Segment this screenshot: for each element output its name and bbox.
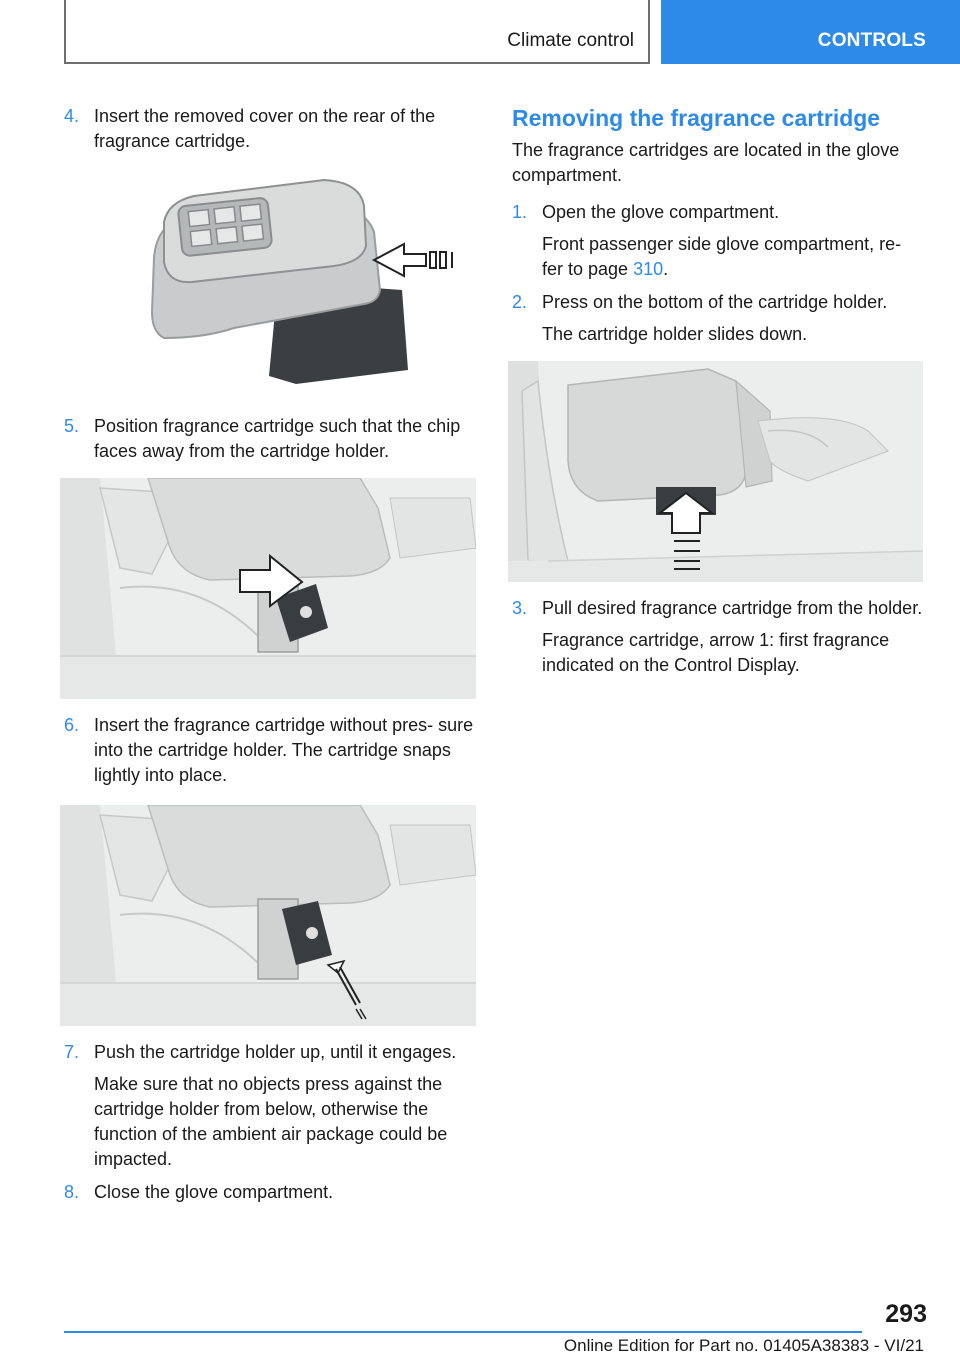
step-7 <box>64 1040 476 1065</box>
step-text: Position fragrance cartridge such that the chip faces away from the cartridge holder. <box>94 416 461 461</box>
step-6 <box>64 713 476 788</box>
intro-paragraph: The fragrance cartridges are located in the glove compartment. <box>512 140 900 185</box>
step-number: 8. <box>64 1182 80 1202</box>
step-1-note-end: . <box>663 259 669 279</box>
figure-holder-slides-down <box>508 361 923 582</box>
step-number: 6. <box>64 715 80 735</box>
step-5 <box>64 414 476 464</box>
figure-insert-cartridge <box>60 805 476 1026</box>
step-text: Pull desired fragrance cartridge from the holder. <box>542 598 923 618</box>
step-3 <box>512 596 924 621</box>
step-text: Open the glove compartment. <box>542 202 780 222</box>
left-column <box>64 104 476 1205</box>
step-text: Insert the removed cover on the rear of the fragrance cartridge. <box>94 106 436 151</box>
header-section-box <box>64 0 650 64</box>
cartridge-cover-illustration <box>64 162 476 394</box>
step-text: Insert the fragrance cartridge without pres‐ sure into the cartridge holder. The cartridge snaps lightly into place. <box>94 715 474 785</box>
page-reference-link[interactable]: 310 <box>633 259 664 279</box>
figure-position-cartridge <box>60 478 476 699</box>
step-number: 1. <box>512 202 528 222</box>
step-2-note: The cartridge holder slides down. <box>542 324 808 344</box>
step-text: Press on the bottom of the cartridge holder. <box>542 292 888 312</box>
step-7-note: Make sure that no objects press against the cartridge holder from below, otherwise the function of the ambient air package could be impacted. <box>94 1074 448 1169</box>
step-number: 3. <box>512 598 528 618</box>
step-3-note: Fragrance cartridge, arrow 1: first fragrance indicated on the Control Display. <box>542 630 890 675</box>
chapter-tab <box>661 0 960 64</box>
section-title: Climate control <box>507 30 634 51</box>
holder-slides-down-illustration <box>508 361 923 582</box>
step-1-note-text: Front passenger side glove compartment, re‐ fer to page <box>542 234 902 279</box>
step-8 <box>64 1180 476 1205</box>
step-number: 7. <box>64 1042 80 1062</box>
step-text: Close the glove compartment. <box>94 1182 334 1202</box>
step-number: 2. <box>512 292 528 312</box>
step-number: 4. <box>64 106 80 126</box>
section-heading: Removing the fragrance cartridge <box>512 105 881 131</box>
step-4 <box>64 104 476 154</box>
page-number: 293 <box>885 1300 927 1328</box>
footer-divider <box>64 1331 862 1333</box>
figure-cartridge-cover <box>64 162 476 394</box>
step-number: 5. <box>64 416 80 436</box>
position-cartridge-illustration <box>60 478 476 699</box>
insert-cartridge-illustration <box>60 805 476 1026</box>
step-1 <box>512 200 924 225</box>
right-column <box>512 104 924 678</box>
step-text: Push the cartridge holder up, until it engages. <box>94 1042 457 1062</box>
step-2 <box>512 290 924 315</box>
chapter-tab-label: CONTROLS <box>817 30 926 51</box>
step-1-note <box>512 232 924 282</box>
footer-edition: Online Edition for Part no. 01405A38383 - VI/21 <box>563 1336 924 1355</box>
